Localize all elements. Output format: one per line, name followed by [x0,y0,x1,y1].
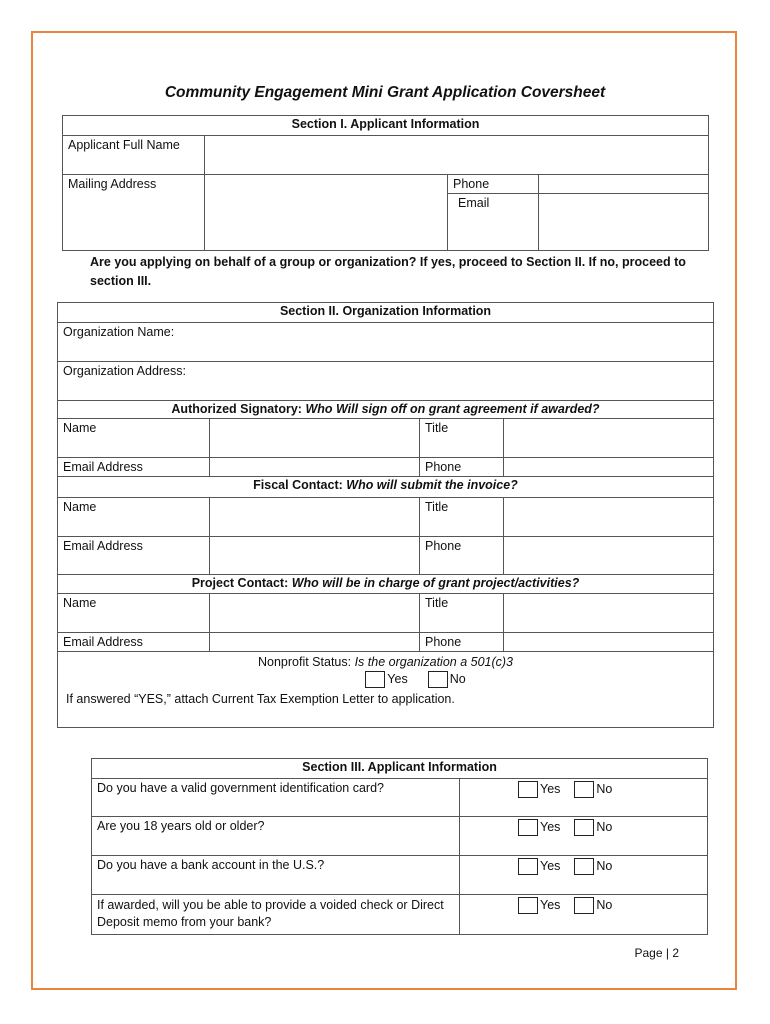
fiscal-phone-field[interactable] [504,537,714,575]
project-name-label: Name [58,594,210,633]
s3-answer-3 [460,856,708,895]
email-field[interactable] [539,194,709,251]
section-3-header: Section III. Applicant Information [92,759,708,779]
no-checkbox[interactable] [574,781,594,798]
phone-label: Phone [448,175,539,194]
authorized-signatory-header: Authorized Signatory: Who Will sign off on grant agreement if awarded? [58,401,714,419]
page-label: Page [634,946,663,960]
nonprofit-no-option[interactable]: No [428,671,466,688]
s3-no-option[interactable]: No [574,819,612,836]
section-3-table [91,758,708,935]
yes-checkbox[interactable] [518,781,538,798]
auth-email-field[interactable] [210,458,420,477]
s3-question-3: Do you have a bank account in the U.S.? [92,856,460,895]
s3-question-4: If awarded, will you be able to provide a voided check or Direct Deposit memo from your bank? [92,895,460,935]
project-email-field[interactable] [210,633,420,652]
s3-answer-4 [460,895,708,935]
no-checkbox[interactable] [574,858,594,875]
s3-question-1: Do you have a valid government identification card? [92,779,460,817]
section-1-table [62,115,709,251]
s3-no-option[interactable]: No [574,858,612,875]
project-phone-field[interactable] [504,633,714,652]
nonprofit-yes-option[interactable]: Yes [365,671,407,688]
fiscal-name-field[interactable] [210,498,420,537]
s3-no-option[interactable]: No [574,781,612,798]
org-address-label: Organization Address: [63,364,186,378]
project-title-field[interactable] [504,594,714,633]
phone-field[interactable] [539,175,709,194]
s3-yes-option[interactable]: Yes [518,819,560,836]
project-phone-label: Phone [420,633,504,652]
s3-yes-option[interactable]: Yes [518,897,560,914]
s3-answer-1 [460,779,708,817]
fiscal-title-label: Title [420,498,504,537]
project-name-field[interactable] [210,594,420,633]
nonprofit-question: Nonprofit Status: Is the organization a 501(c)3 [257,655,514,669]
fiscal-phone-label: Phone [420,537,504,575]
applicant-name-label: Applicant Full Name [63,136,205,175]
fiscal-email-label: Email Address [58,537,210,575]
org-name-field[interactable] [58,323,714,362]
auth-name-field[interactable] [210,419,420,458]
page-title: Community Engagement Mini Grant Application Coversheet [164,84,606,101]
yes-checkbox[interactable] [518,897,538,914]
mailing-address-field[interactable] [205,175,448,251]
fiscal-title-field[interactable] [504,498,714,537]
auth-email-label: Email Address [58,458,210,477]
auth-phone-field[interactable] [504,458,714,477]
email-label: Email [448,194,539,251]
group-question: Are you applying on behalf of a group or organization? If yes, proceed to Section II. If no, proceed to section III. [90,255,686,288]
yes-checkbox[interactable] [365,671,385,688]
section-2-table [57,302,714,728]
page-footer: Page | 2 [634,946,679,960]
yes-checkbox[interactable] [518,819,538,836]
org-name-label: Organization Name: [63,325,175,339]
no-checkbox[interactable] [428,671,448,688]
auth-title-label: Title [420,419,504,458]
applicant-name-field[interactable] [205,136,709,175]
auth-phone-label: Phone [420,458,504,477]
no-checkbox[interactable] [574,897,594,914]
org-address-field[interactable] [58,362,714,401]
project-title-label: Title [420,594,504,633]
tax-exemption-note: If answered “YES,” attach Current Tax Exemption Letter to application. [66,692,455,706]
s3-yes-option[interactable]: Yes [518,781,560,798]
project-contact-header: Project Contact: Who will be in charge of grant project/activities? [58,575,714,594]
nonprofit-status-cell [58,652,714,728]
page-number: 2 [672,946,679,960]
auth-name-label: Name [58,419,210,458]
mailing-address-label: Mailing Address [63,175,205,251]
yes-checkbox[interactable] [518,858,538,875]
section-2-header: Section II. Organization Information [58,303,714,323]
s3-question-2: Are you 18 years old or older? [92,817,460,856]
fiscal-contact-header: Fiscal Contact: Who will submit the invoice? [58,477,714,498]
fiscal-email-field[interactable] [210,537,420,575]
fiscal-name-label: Name [58,498,210,537]
auth-title-field[interactable] [504,419,714,458]
s3-yes-option[interactable]: Yes [518,858,560,875]
s3-answer-2 [460,817,708,856]
no-checkbox[interactable] [574,819,594,836]
project-email-label: Email Address [58,633,210,652]
s3-no-option[interactable]: No [574,897,612,914]
section-1-header: Section I. Applicant Information [63,116,709,136]
